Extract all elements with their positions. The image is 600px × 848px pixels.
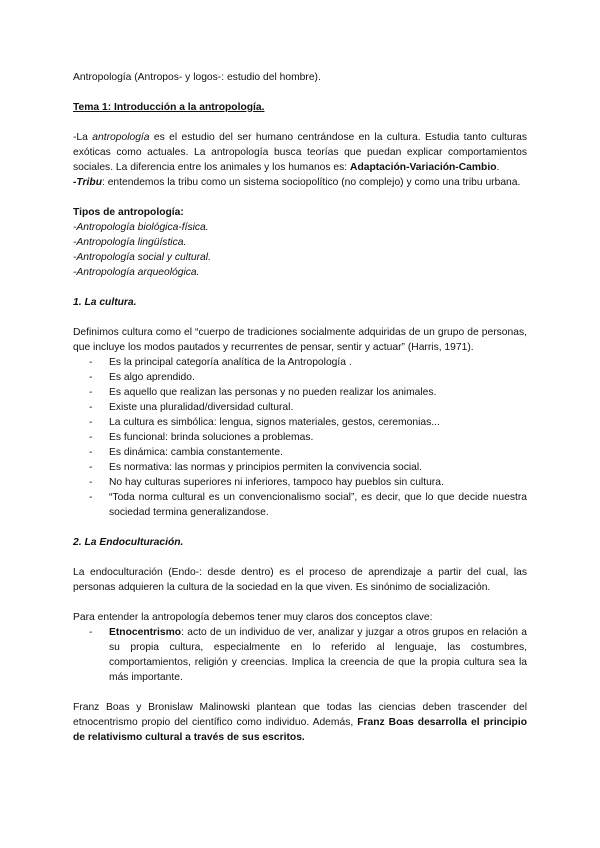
text-run-italic: antropología [92, 132, 150, 143]
text-run-bold: Adaptación-Variación-Cambio [350, 162, 497, 173]
text-run: Franz Boas y Bronislaw Malinowski plantean que todas las ciencias deben trascender del etnocentrismo propio del científico como individuo. Además, [73, 702, 527, 728]
tipos-item: -Antropología arqueológica. [73, 267, 200, 278]
tipos-title: Tipos de antropología: [73, 207, 184, 218]
tema1-paragraph-2 [73, 175, 527, 190]
tipos-item: -Antropología social y cultural. [73, 252, 211, 263]
text-run: -La [73, 132, 93, 143]
list-item [73, 625, 527, 685]
text-run-bold: Etnocentrismo [109, 627, 182, 638]
list-item: - “Toda norma cultural es un convencionalismo social”, es decir, que lo que decide nuestra sociedad termina generalizandose. [73, 490, 527, 520]
cultura-intro: Definimos cultura como el “cuerpo de tradiciones socialmente adquiridas de un grupo de personas, que incluye los modos pautados y recurrentes de pensar, sentir y actuar” (Harris, 1971). [73, 327, 527, 353]
list-item: - Es algo aprendido. [73, 370, 527, 385]
text-run: : entendemos la tribu como un sistema sociopolítico (no complejo) y como una tribu urbana. [101, 177, 521, 188]
tipos-item: -Antropología biológica-física. [73, 222, 209, 233]
list-item: - La cultura es simbólica: lengua, signos materiales, gestos, ceremonias... [73, 415, 527, 430]
tema1-paragraph-1 [73, 130, 527, 175]
tema1-title: Tema 1: Introducción a la antropología. [73, 102, 265, 113]
document-body [73, 70, 527, 745]
list-item: - No hay culturas superiores ni inferiores, tampoco hay pueblos sin cultura. [73, 475, 527, 490]
endo-paragraph-3 [73, 700, 527, 745]
text-run: : acto de un individuo de ver, analizar y juzgar a otros grupos en relación a su propia cultura, especialmente en lo referido al lenguaje, las costumbres, comportamientos, religión y creencias. Implica la creencia de que la propia cultura sea la más importante. [109, 627, 527, 683]
list-item: - Es dinámica: cambia constantemente. [73, 445, 527, 460]
header-line: Antropología (Antropos- y logos-: estudio del hombre). [73, 72, 321, 83]
endo-paragraph-1: La endoculturación (Endo-: desde dentro) es el proceso de aprendizaje a partir del cual, las personas adquieren la cultura de la sociedad en la que viven. Es sinónimo de socialización. [73, 567, 527, 593]
endo-title: 2. La Endoculturación. [73, 537, 184, 548]
endo-list [73, 625, 527, 685]
cultura-title: 1. La cultura. [73, 297, 137, 308]
list-item: - Existe una pluralidad/diversidad cultural. [73, 400, 527, 415]
text-run-bold-italic: -Tribu [73, 177, 102, 188]
tipos-item: -Antropología lingüística. [73, 237, 187, 248]
text-run-bold: Franz Boas desarrolla el principio de relativismo cultural a través de sus escritos. [73, 717, 527, 743]
cultura-list [73, 355, 527, 520]
endo-paragraph-2: Para entender la antropología debemos tener muy claros dos conceptos clave: [73, 612, 433, 623]
list-item: - Es normativa: las normas y principios permiten la convivencia social. [73, 460, 527, 475]
text-run: es el estudio del ser humano centrándose en la cultura. Estudia tanto culturas exóticas como actuales. La antropología busca teorías que puedan explicar comportamientos sociales. La diferencia entre los animales y los humanos es: [73, 132, 527, 173]
list-item: - Es aquello que realizan las personas y no pueden realizar los animales. [73, 385, 527, 400]
text-run: . [496, 162, 500, 173]
list-item: - Es la principal categoría analítica de la Antropología . [73, 355, 527, 370]
list-item: - Es funcional: brinda soluciones a problemas. [73, 430, 527, 445]
